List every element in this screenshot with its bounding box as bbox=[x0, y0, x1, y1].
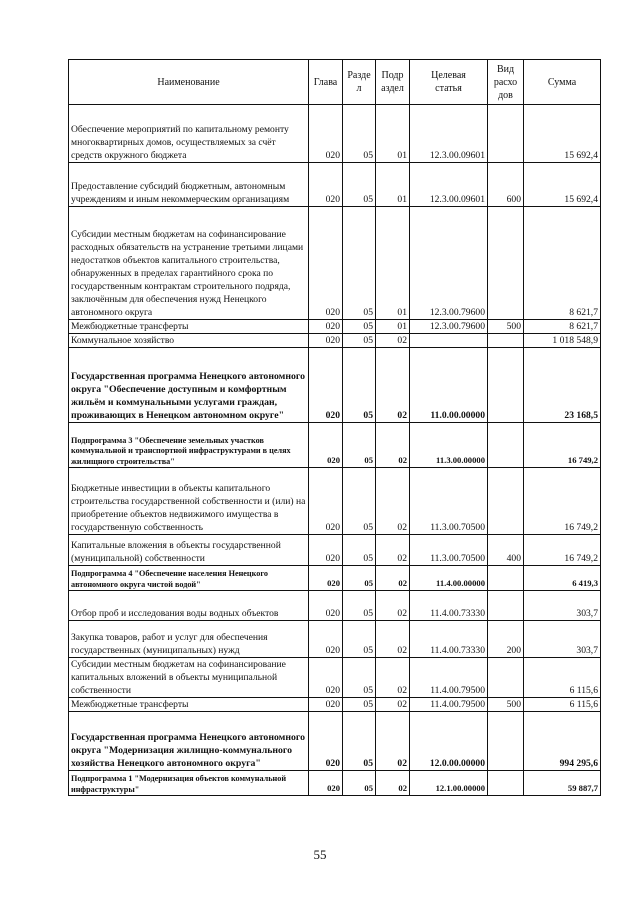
table-row bbox=[69, 468, 601, 535]
table-cell-podrazdel: 02 bbox=[376, 621, 410, 658]
table-cell-razdel: 05 bbox=[343, 566, 376, 591]
table-row bbox=[69, 566, 601, 591]
table-cell-name: Закупка товаров, работ и услуг для обеспечения государственных (муниципальных) нужд bbox=[69, 621, 309, 658]
table-cell-sum: 16 749,2 bbox=[524, 535, 601, 566]
table-row bbox=[69, 698, 601, 712]
table-cell-podrazdel: 02 bbox=[376, 348, 410, 423]
table-cell-razdel: 05 bbox=[343, 698, 376, 712]
table-cell-podrazdel: 02 bbox=[376, 698, 410, 712]
table-row bbox=[69, 320, 601, 334]
table-cell-vid bbox=[488, 423, 524, 468]
table-cell-razdel: 05 bbox=[343, 658, 376, 698]
table-cell-target: 11.4.00.73330 bbox=[410, 591, 488, 621]
table-cell-target: 11.4.00.00000 bbox=[410, 566, 488, 591]
table-cell-target: 11.3.00.70500 bbox=[410, 468, 488, 535]
table-cell-podrazdel: 01 bbox=[376, 163, 410, 207]
table-cell-razdel: 05 bbox=[343, 591, 376, 621]
table-cell-glava: 020 bbox=[309, 105, 343, 163]
table-cell-vid: 200 bbox=[488, 621, 524, 658]
table-row bbox=[69, 535, 601, 566]
table-row bbox=[69, 163, 601, 207]
table-cell-name: Государственная программа Ненецкого автономного округа "Обеспечение доступным и комфортным жильём и коммунальными услугами граждан, проживающих в Ненецком автономном округе" bbox=[69, 348, 309, 423]
header-podrazdel: Подр аздел bbox=[376, 60, 410, 105]
table-row bbox=[69, 348, 601, 423]
table-cell-target: 12.3.00.09601 bbox=[410, 163, 488, 207]
header-vid: Вид расхо дов bbox=[488, 60, 524, 105]
table-cell-vid bbox=[488, 207, 524, 320]
table-cell-razdel: 05 bbox=[343, 712, 376, 771]
table-cell-name: Обеспечение мероприятий по капитальному ремонту многоквартирных домов, осуществляемых за счёт средств окружного бюджета bbox=[69, 105, 309, 163]
table-cell-razdel: 05 bbox=[343, 207, 376, 320]
header-razdel: Разде л bbox=[343, 60, 376, 105]
table-cell-sum: 15 692,4 bbox=[524, 105, 601, 163]
table-row bbox=[69, 591, 601, 621]
table-cell-name: Субсидии местным бюджетам на софинансирование капитальных вложений в объекты муниципальной собственности bbox=[69, 658, 309, 698]
table-cell-target: 11.4.00.73330 bbox=[410, 621, 488, 658]
table-cell-glava: 020 bbox=[309, 320, 343, 334]
table-cell-name: Коммунальное хозяйство bbox=[69, 334, 309, 348]
table-cell-podrazdel: 02 bbox=[376, 334, 410, 348]
table-cell-glava: 020 bbox=[309, 566, 343, 591]
table-cell-sum: 16 749,2 bbox=[524, 423, 601, 468]
table-row bbox=[69, 207, 601, 320]
table-cell-glava: 020 bbox=[309, 468, 343, 535]
table-cell-vid bbox=[488, 591, 524, 621]
table-cell-name: Межбюджетные трансферты bbox=[69, 320, 309, 334]
table-cell-glava: 020 bbox=[309, 698, 343, 712]
table-cell-target: 11.3.00.70500 bbox=[410, 535, 488, 566]
table-cell-vid bbox=[488, 771, 524, 796]
table-cell-name: Предоставление субсидий бюджетным, автономным учреждениям и иным некоммерческим организациям bbox=[69, 163, 309, 207]
table-cell-sum: 6 115,6 bbox=[524, 658, 601, 698]
table-row bbox=[69, 658, 601, 698]
table-cell-target: 11.4.00.79500 bbox=[410, 698, 488, 712]
table-cell-sum: 994 295,6 bbox=[524, 712, 601, 771]
table-cell-podrazdel: 02 bbox=[376, 712, 410, 771]
table-cell-sum: 6 115,6 bbox=[524, 698, 601, 712]
table-cell-target: 12.3.00.79600 bbox=[410, 320, 488, 334]
table-cell-name: Субсидии местным бюджетам на софинансирование расходных обязательств на устранение третьими лицами недостатков объектов капитального строительства, обнаруженных в пределах гарантийного срока по государственным контрактам строительного подряда, заключённым для обеспечения нужд Ненецкого автономного округа bbox=[69, 207, 309, 320]
table-cell-razdel: 05 bbox=[343, 334, 376, 348]
table-cell-name: Подпрограмма 3 "Обеспечение земельных участков коммунальной и транспортной инфраструктурами в целях жилищного строительства" bbox=[69, 423, 309, 468]
table-cell-glava: 020 bbox=[309, 621, 343, 658]
table-cell-sum: 23 168,5 bbox=[524, 348, 601, 423]
header-glava: Глава bbox=[309, 60, 343, 105]
table-cell-podrazdel: 02 bbox=[376, 658, 410, 698]
table-cell-vid bbox=[488, 348, 524, 423]
table-cell-target: 11.4.00.79500 bbox=[410, 658, 488, 698]
table-cell-sum: 15 692,4 bbox=[524, 163, 601, 207]
header-target: Целевая статья bbox=[410, 60, 488, 105]
table-cell-glava: 020 bbox=[309, 207, 343, 320]
table-cell-vid bbox=[488, 658, 524, 698]
table-cell-name: Государственная программа Ненецкого автономного округа "Модернизация жилищно-коммунального хозяйства Ненецкого автономного округа" bbox=[69, 712, 309, 771]
table-cell-name: Отбор проб и исследования воды водных объектов bbox=[69, 591, 309, 621]
table-cell-vid bbox=[488, 566, 524, 591]
table-cell-glava: 020 bbox=[309, 348, 343, 423]
table-cell-target bbox=[410, 334, 488, 348]
table-cell-glava: 020 bbox=[309, 591, 343, 621]
table-cell-podrazdel: 02 bbox=[376, 771, 410, 796]
table-cell-podrazdel: 02 bbox=[376, 566, 410, 591]
table-cell-vid: 500 bbox=[488, 698, 524, 712]
table-cell-vid: 400 bbox=[488, 535, 524, 566]
table-cell-podrazdel: 02 bbox=[376, 535, 410, 566]
table-cell-sum: 8 621,7 bbox=[524, 320, 601, 334]
table-cell-glava: 020 bbox=[309, 658, 343, 698]
budget-table bbox=[68, 59, 601, 796]
table-cell-glava: 020 bbox=[309, 771, 343, 796]
table-cell-razdel: 05 bbox=[343, 535, 376, 566]
table-cell-name: Капитальные вложения в объекты государственной (муниципальной) собственности bbox=[69, 535, 309, 566]
table-row bbox=[69, 334, 601, 348]
table-cell-vid: 600 bbox=[488, 163, 524, 207]
table-cell-name: Подпрограмма 4 "Обеспечение населения Ненецкого автономного округа чистой водой" bbox=[69, 566, 309, 591]
table-cell-vid: 500 bbox=[488, 320, 524, 334]
table-cell-razdel: 05 bbox=[343, 320, 376, 334]
table-cell-razdel: 05 bbox=[343, 163, 376, 207]
table-cell-podrazdel: 01 bbox=[376, 207, 410, 320]
table-cell-razdel: 05 bbox=[343, 468, 376, 535]
table-cell-name: Межбюджетные трансферты bbox=[69, 698, 309, 712]
table-cell-podrazdel: 02 bbox=[376, 468, 410, 535]
table-cell-target: 11.3.00.00000 bbox=[410, 423, 488, 468]
table-cell-razdel: 05 bbox=[343, 105, 376, 163]
table-header-row bbox=[69, 60, 601, 105]
table-cell-razdel: 05 bbox=[343, 348, 376, 423]
table-cell-vid bbox=[488, 105, 524, 163]
table-row bbox=[69, 712, 601, 771]
table-cell-glava: 020 bbox=[309, 712, 343, 771]
table-cell-name: Бюджетные инвестиции в объекты капитального строительства государственной собственности и (или) на приобретение объектов недвижимого имущества в государственную собственность bbox=[69, 468, 309, 535]
table-cell-glava: 020 bbox=[309, 334, 343, 348]
header-name: Наименование bbox=[69, 60, 309, 105]
table-cell-vid bbox=[488, 712, 524, 771]
table-cell-sum: 8 621,7 bbox=[524, 207, 601, 320]
table-row bbox=[69, 771, 601, 796]
table-cell-vid bbox=[488, 468, 524, 535]
table-cell-podrazdel: 01 bbox=[376, 320, 410, 334]
table-row bbox=[69, 621, 601, 658]
table-cell-razdel: 05 bbox=[343, 423, 376, 468]
table-cell-podrazdel: 02 bbox=[376, 591, 410, 621]
table-cell-razdel: 05 bbox=[343, 621, 376, 658]
table-cell-glava: 020 bbox=[309, 423, 343, 468]
table-cell-sum: 59 887,7 bbox=[524, 771, 601, 796]
table-cell-podrazdel: 02 bbox=[376, 423, 410, 468]
table-cell-target: 12.3.00.79600 bbox=[410, 207, 488, 320]
table-cell-target: 12.1.00.00000 bbox=[410, 771, 488, 796]
table-cell-glava: 020 bbox=[309, 535, 343, 566]
table-cell-glava: 020 bbox=[309, 163, 343, 207]
table-cell-target: 12.0.00.00000 bbox=[410, 712, 488, 771]
table-cell-podrazdel: 01 bbox=[376, 105, 410, 163]
table-cell-sum: 6 419,3 bbox=[524, 566, 601, 591]
table-body bbox=[69, 105, 601, 796]
table-cell-sum: 16 749,2 bbox=[524, 468, 601, 535]
table-cell-target: 12.3.00.09601 bbox=[410, 105, 488, 163]
table-cell-sum: 303,7 bbox=[524, 591, 601, 621]
table-row bbox=[69, 105, 601, 163]
table-cell-razdel: 05 bbox=[343, 771, 376, 796]
table-cell-name: Подпрограмма 1 "Модернизация объектов коммунальной инфраструктуры" bbox=[69, 771, 309, 796]
table-cell-sum: 303,7 bbox=[524, 621, 601, 658]
table-cell-target: 11.0.00.00000 bbox=[410, 348, 488, 423]
table-cell-sum: 1 018 548,9 bbox=[524, 334, 601, 348]
page-number: 55 bbox=[313, 847, 327, 862]
table-row bbox=[69, 423, 601, 468]
table-cell-vid bbox=[488, 334, 524, 348]
header-sum: Сумма bbox=[524, 60, 601, 105]
